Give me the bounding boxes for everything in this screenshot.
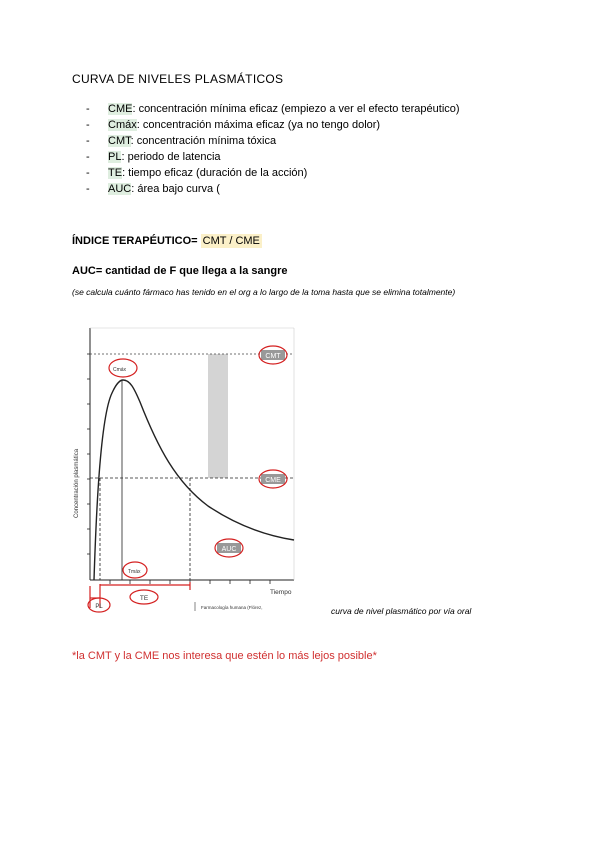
y-axis-label: Concentración plasmática [74, 448, 80, 518]
list-item: - CME: concentración mínima eficaz (empiezo a ver el efecto terapéutico) [86, 103, 460, 115]
therapeutic-window-band [208, 354, 228, 478]
definition: : concentración máxima eficaz (ya no tengo dolor) [136, 119, 381, 131]
list-item: - AUC: área bajo curva ( [86, 183, 220, 195]
list-item: - PL: periodo de latencia [86, 151, 221, 163]
cmt-label: CMT [265, 353, 281, 360]
red-note: *la CMT y la CME nos interesa que estén lo más lejos posible* [72, 650, 377, 662]
cme-label: CME [265, 477, 281, 484]
term: TE [108, 167, 123, 179]
term: AUC [108, 183, 132, 195]
definition: : periodo de latencia [121, 151, 221, 163]
definition: : concentración mínima eficaz (empiezo a ver el efecto terapéutico) [132, 103, 460, 115]
te-label: TE [139, 595, 149, 602]
tmax-label: Tmáx [128, 569, 141, 575]
figure-caption: curva de nivel plasmático por vía oral [331, 606, 472, 616]
x-axis-label: Tiempo [270, 589, 292, 596]
definition: : área bajo curva ( [131, 183, 220, 195]
auc-label: AUC [221, 546, 237, 553]
pl-label: PL [95, 604, 103, 610]
list-item: - Cmáx: concentración máxima eficaz (ya no tengo dolor) [86, 119, 381, 131]
list-item: - CMT: concentración mínima tóxica [86, 135, 277, 147]
plasma-curve-figure [68, 318, 300, 618]
cmax-label: Cmáx [113, 367, 127, 373]
term: CMT [108, 135, 131, 147]
auc-note: (se calcula cuánto fármaco has tenido en el org a lo largo de la toma hasta que se elimina totalmente) [72, 287, 456, 297]
page-title: CURVA DE NIVELES PLASMÁTICOS [72, 72, 284, 86]
term: PL [108, 151, 122, 163]
auc-heading: AUC= cantidad de F que llega a la sangre [72, 265, 288, 277]
plasma-curve-diagram [68, 318, 300, 618]
therapeutic-index-value: CMT / CME [202, 235, 260, 247]
term: CME [108, 103, 133, 115]
definition: : concentración mínima tóxica [130, 135, 277, 147]
figure-source: Farmacología humana (Flórez, [201, 605, 263, 610]
term: Cmáx [108, 119, 137, 131]
therapeutic-index-label: ÍNDICE TERAPÉUTICO= [72, 235, 201, 247]
therapeutic-index [72, 235, 262, 247]
list-item: - TE: tiempo eficaz (duración de la acción) [86, 167, 308, 179]
definition: : tiempo eficaz (duración de la acción) [122, 167, 308, 179]
red-annotations [88, 346, 287, 612]
definition-list [86, 101, 460, 197]
